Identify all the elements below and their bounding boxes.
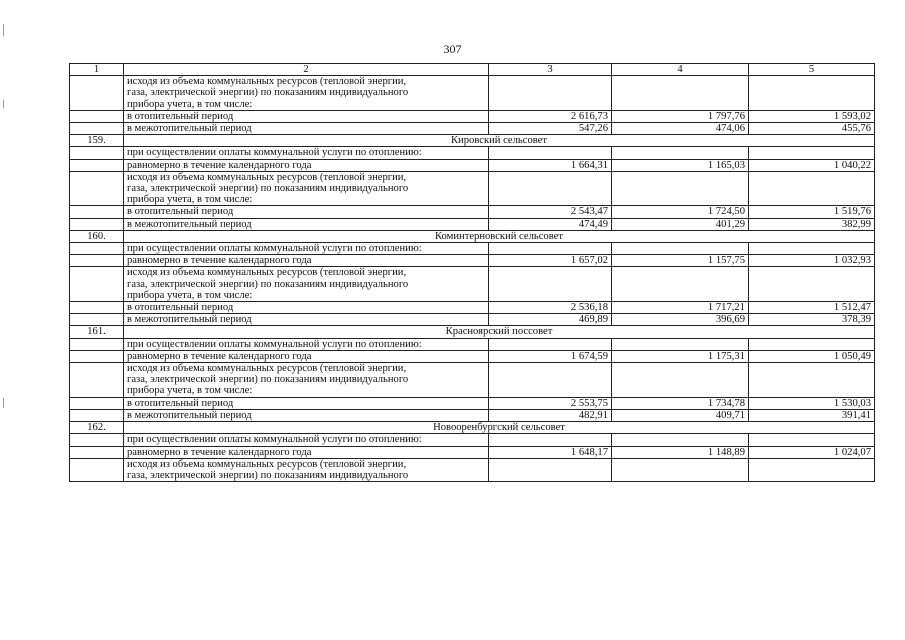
- data-row: [70, 302, 875, 314]
- row-cell-5: [749, 458, 875, 481]
- row-description: при осуществлении оплаты коммунальной услуги по отоплению:: [124, 243, 489, 255]
- row-cell-1: [70, 110, 124, 122]
- row-cell-5: 1 519,76: [749, 206, 875, 218]
- row-cell-5: 1 530,03: [749, 397, 875, 409]
- row-cell-1: [70, 314, 124, 326]
- row-cell-5: [749, 171, 875, 206]
- row-cell-3: [489, 147, 612, 159]
- row-cell-4: [612, 363, 749, 398]
- row-cell-3: 2 553,75: [489, 397, 612, 409]
- row-description: равномерно в течение календарного года: [124, 159, 489, 171]
- row-description: в межотопительный период: [124, 409, 489, 421]
- row-description: равномерно в течение календарного года: [124, 350, 489, 362]
- scan-margin-mark: [3, 100, 4, 108]
- section-title: Новооренбургский сельсовет: [124, 422, 875, 434]
- row-cell-3: 1 664,31: [489, 159, 612, 171]
- row-cell-4: 401,29: [612, 218, 749, 230]
- row-cell-1: [70, 409, 124, 421]
- row-description: равномерно в течение календарного года: [124, 255, 489, 267]
- row-cell-1: [70, 458, 124, 481]
- data-row: [70, 123, 875, 135]
- data-row: [70, 446, 875, 458]
- row-cell-1: [70, 123, 124, 135]
- row-cell-1: [70, 255, 124, 267]
- row-cell-3: 547,26: [489, 123, 612, 135]
- row-description: в отопительный период: [124, 302, 489, 314]
- row-cell-5: 1 024,07: [749, 446, 875, 458]
- row-cell-3: 482,91: [489, 409, 612, 421]
- row-cell-3: 469,89: [489, 314, 612, 326]
- row-cell-1: [70, 267, 124, 302]
- section-title: Коминтерновский сельсовет: [124, 230, 875, 242]
- data-row: [70, 314, 875, 326]
- data-row: [70, 159, 875, 171]
- row-cell-1: [70, 171, 124, 206]
- row-description: в отопительный период: [124, 397, 489, 409]
- row-cell-5: 1 593,02: [749, 110, 875, 122]
- row-cell-1: [70, 434, 124, 446]
- row-cell-5: 1 040,22: [749, 159, 875, 171]
- row-cell-4: 1 797,76: [612, 110, 749, 122]
- row-cell-4: [612, 338, 749, 350]
- row-description: при осуществлении оплаты коммунальной услуги по отоплению:: [124, 147, 489, 159]
- section-number: 160.: [70, 230, 124, 242]
- row-cell-4: 1 148,89: [612, 446, 749, 458]
- section-row: [70, 422, 875, 434]
- row-cell-3: [489, 338, 612, 350]
- row-cell-1: [70, 147, 124, 159]
- row-cell-4: [612, 243, 749, 255]
- data-row: [70, 255, 875, 267]
- row-cell-4: [612, 434, 749, 446]
- row-cell-5: [749, 267, 875, 302]
- row-description: при осуществлении оплаты коммунальной услуги по отоплению:: [124, 434, 489, 446]
- table-header-row: [70, 64, 875, 76]
- row-cell-5: [749, 338, 875, 350]
- row-cell-4: 474,06: [612, 123, 749, 135]
- row-cell-4: 1 157,75: [612, 255, 749, 267]
- header-cell-2: 2: [124, 64, 489, 76]
- row-cell-3: [489, 363, 612, 398]
- text-row: [70, 171, 875, 206]
- row-cell-3: [489, 267, 612, 302]
- row-description: исходя из объема коммунальных ресурсов (тепловой энергии, газа, электрической энергии) по показаниям индивидуального прибора учета, в том числе:: [124, 171, 489, 206]
- row-cell-3: 1 648,17: [489, 446, 612, 458]
- tariff-table: [69, 63, 875, 482]
- text-row: [70, 147, 875, 159]
- row-description: исходя из объема коммунальных ресурсов (тепловой энергии, газа, электрической энергии) по показаниям индивидуального прибора учета, в том числе:: [124, 267, 489, 302]
- text-row: [70, 363, 875, 398]
- scan-margin-mark: [3, 398, 4, 408]
- row-cell-1: [70, 76, 124, 111]
- section-row: [70, 326, 875, 338]
- section-row: [70, 135, 875, 147]
- header-cell-3: 3: [489, 64, 612, 76]
- row-description: при осуществлении оплаты коммунальной услуги по отоплению:: [124, 338, 489, 350]
- row-cell-1: [70, 243, 124, 255]
- data-row: [70, 350, 875, 362]
- row-cell-1: [70, 206, 124, 218]
- row-cell-1: [70, 363, 124, 398]
- row-cell-5: [749, 434, 875, 446]
- row-cell-5: [749, 363, 875, 398]
- text-row: [70, 243, 875, 255]
- header-cell-1: 1: [70, 64, 124, 76]
- row-cell-1: [70, 446, 124, 458]
- text-row: [70, 267, 875, 302]
- page-number: 307: [443, 42, 462, 56]
- row-cell-4: 1 165,03: [612, 159, 749, 171]
- row-description: в отопительный период: [124, 110, 489, 122]
- row-cell-3: 1 674,59: [489, 350, 612, 362]
- row-cell-5: 391,41: [749, 409, 875, 421]
- section-row: [70, 230, 875, 242]
- row-cell-5: 1 032,93: [749, 255, 875, 267]
- section-number: 159.: [70, 135, 124, 147]
- row-cell-3: [489, 458, 612, 481]
- row-cell-3: 2 616,73: [489, 110, 612, 122]
- row-cell-5: 455,76: [749, 123, 875, 135]
- row-cell-5: 1 512,47: [749, 302, 875, 314]
- row-cell-4: 1 734,78: [612, 397, 749, 409]
- row-cell-5: [749, 243, 875, 255]
- section-number: 161.: [70, 326, 124, 338]
- row-cell-3: 2 543,47: [489, 206, 612, 218]
- data-row: [70, 218, 875, 230]
- tariff-table-body: [70, 64, 875, 482]
- section-title: Красноярский поссовет: [124, 326, 875, 338]
- row-cell-4: [612, 267, 749, 302]
- row-cell-4: 396,69: [612, 314, 749, 326]
- row-description: в межотопительный период: [124, 123, 489, 135]
- data-row: [70, 110, 875, 122]
- row-cell-1: [70, 302, 124, 314]
- row-cell-4: [612, 458, 749, 481]
- row-description: исходя из объема коммунальных ресурсов (тепловой энергии, газа, электрической энергии) по показаниям индивидуального: [124, 458, 489, 481]
- row-cell-1: [70, 338, 124, 350]
- row-description: в межотопительный период: [124, 314, 489, 326]
- row-cell-5: 1 050,49: [749, 350, 875, 362]
- scan-margin-mark: [3, 24, 4, 36]
- row-cell-1: [70, 159, 124, 171]
- row-description: исходя из объема коммунальных ресурсов (тепловой энергии, газа, электрической энергии) по показаниям индивидуального прибора учета, в том числе:: [124, 76, 489, 111]
- row-cell-1: [70, 350, 124, 362]
- row-cell-3: 474,49: [489, 218, 612, 230]
- row-cell-3: [489, 76, 612, 111]
- row-cell-4: [612, 171, 749, 206]
- row-cell-5: [749, 76, 875, 111]
- data-row: [70, 397, 875, 409]
- text-row: [70, 76, 875, 111]
- data-row: [70, 206, 875, 218]
- row-cell-4: [612, 76, 749, 111]
- row-cell-3: [489, 434, 612, 446]
- row-cell-5: 378,39: [749, 314, 875, 326]
- row-cell-4: 409,71: [612, 409, 749, 421]
- row-cell-3: 1 657,02: [489, 255, 612, 267]
- row-cell-1: [70, 397, 124, 409]
- header-cell-5: 5: [749, 64, 875, 76]
- row-cell-5: 382,99: [749, 218, 875, 230]
- row-description: в межотопительный период: [124, 218, 489, 230]
- row-cell-5: [749, 147, 875, 159]
- row-description: равномерно в течение календарного года: [124, 446, 489, 458]
- row-cell-4: 1 717,21: [612, 302, 749, 314]
- section-title: Кировский сельсовет: [124, 135, 875, 147]
- text-row: [70, 338, 875, 350]
- text-row: [70, 458, 875, 481]
- row-cell-3: 2 536,18: [489, 302, 612, 314]
- row-cell-3: [489, 171, 612, 206]
- data-row: [70, 409, 875, 421]
- row-cell-4: [612, 147, 749, 159]
- row-description: в отопительный период: [124, 206, 489, 218]
- row-cell-4: 1 175,31: [612, 350, 749, 362]
- row-cell-4: 1 724,50: [612, 206, 749, 218]
- text-row: [70, 434, 875, 446]
- row-description: исходя из объема коммунальных ресурсов (тепловой энергии, газа, электрической энергии) по показаниям индивидуального прибора учета, в том числе:: [124, 363, 489, 398]
- section-number: 162.: [70, 422, 124, 434]
- header-cell-4: 4: [612, 64, 749, 76]
- row-cell-3: [489, 243, 612, 255]
- row-cell-1: [70, 218, 124, 230]
